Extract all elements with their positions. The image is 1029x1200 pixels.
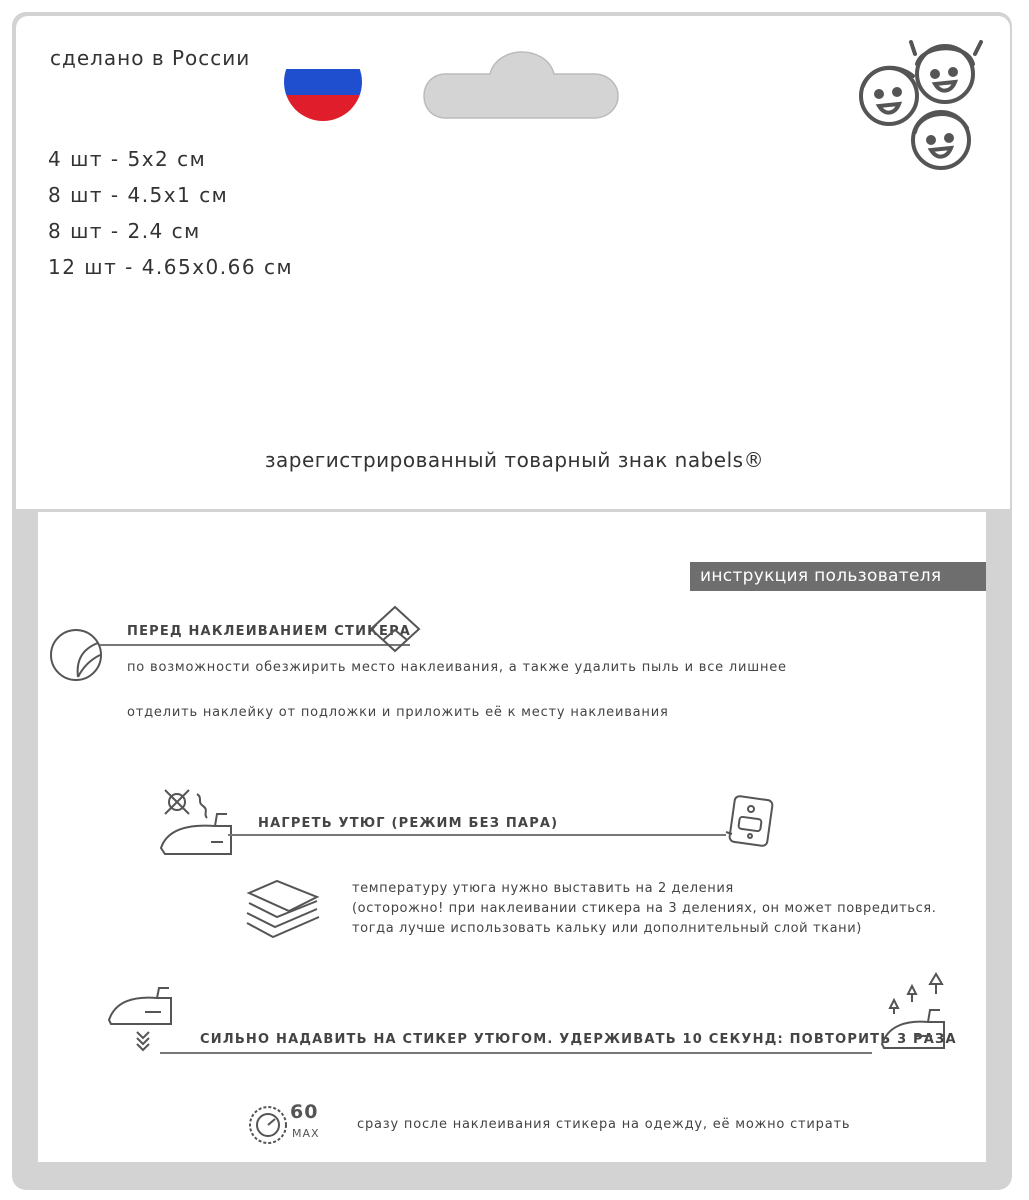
sizes-list bbox=[48, 146, 293, 290]
manual-tag: инструкция пользователя bbox=[690, 562, 986, 591]
step3-title: СИЛЬНО НАДАВИТЬ НА СТИКЕР УТЮГОМ. УДЕРЖИВАТЬ 10 СЕКУНД: ПОВТОРИТЬ 3 РАЗА bbox=[200, 1032, 957, 1047]
step2-text bbox=[352, 879, 936, 939]
wash-60-icon bbox=[247, 1103, 289, 1147]
step1-text-1: по возможности обезжирить место наклеивания, а также удалить пыль и все лишнее bbox=[127, 660, 787, 675]
fabric-layers-icon bbox=[243, 879, 323, 939]
socket-icon bbox=[722, 794, 776, 850]
hang-hole bbox=[422, 50, 622, 122]
size-item: 8 шт - 4.5x1 см bbox=[48, 183, 229, 207]
wash-max-label: MAX bbox=[292, 1127, 320, 1140]
sticker-circle-icon bbox=[48, 627, 104, 683]
made-in-label: сделано в России bbox=[50, 46, 251, 70]
step4-text: сразу после наклеивания стикера на одежду, её можно стирать bbox=[357, 1117, 851, 1132]
step1-line bbox=[100, 644, 410, 646]
size-item: 4 шт - 5x2 см bbox=[48, 147, 207, 171]
step1-text-2: отделить наклейку от подложки и приложить её к месту наклеивания bbox=[127, 705, 669, 720]
step2-line bbox=[228, 834, 726, 836]
flag-stripe-blue bbox=[284, 69, 362, 95]
iron-press-icon bbox=[105, 984, 175, 1058]
step2-text-line: температуру утюга нужно выставить на 2 деления bbox=[352, 881, 734, 896]
step2-title: НАГРЕТЬ УТЮГ (РЕЖИМ БЕЗ ПАРА) bbox=[258, 816, 559, 831]
size-item: 8 шт - 2.4 см bbox=[48, 219, 201, 243]
step3-line bbox=[160, 1052, 872, 1054]
wash-temp: 60 bbox=[290, 1101, 319, 1123]
kids-faces-icon bbox=[855, 36, 997, 172]
russia-flag-icon bbox=[284, 43, 362, 121]
sticker-peel-icon bbox=[367, 604, 423, 654]
step1-title: ПЕРЕД НАКЛЕИВАНИЕМ СТИКЕРА bbox=[127, 624, 412, 639]
step2-text-line: (осторожно! при наклеивании стикера на 3 делениях, он может повредиться. bbox=[352, 901, 937, 916]
iron-lift-icon bbox=[878, 972, 950, 1052]
step2-text-line: тогда лучше использовать кальку или дополнительный слой ткани) bbox=[352, 921, 862, 936]
size-item: 12 шт - 4.65x0.66 см bbox=[48, 255, 294, 279]
trademark-text: зарегистрированный товарный знак nabels® bbox=[264, 448, 765, 472]
iron-no-steam-icon bbox=[157, 788, 237, 864]
